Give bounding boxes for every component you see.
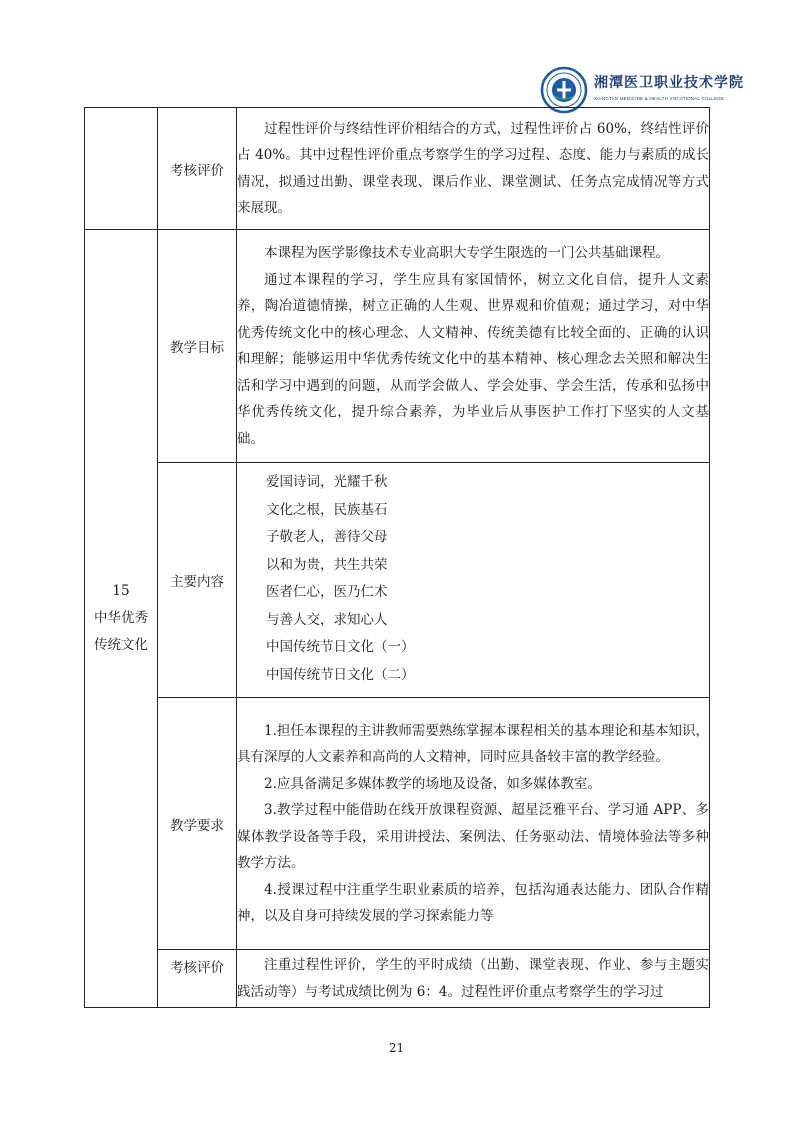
page-number: 21 bbox=[388, 1041, 405, 1055]
logo-chinese-name: 湘潭医卫职业技术学院 bbox=[594, 75, 744, 91]
table-row bbox=[85, 230, 710, 463]
course-number: 15 bbox=[112, 583, 130, 599]
row-label: 主要内容 bbox=[158, 463, 237, 698]
list-item: 中国传统节日文化（一） bbox=[266, 639, 415, 655]
list-item: 爱国诗词，光耀千秋 bbox=[266, 474, 388, 490]
paragraph: 4.授课过程中注重学生职业素质的培养，包括沟通表达能力、团队合作精神，以及自身可持续发展的学习探索能力等 bbox=[237, 881, 709, 924]
paragraph: 3.教学过程中能借助在线开放课程资源、超星泛雅平台、学习通 APP、多媒体教学设备等手段，采用讲授法、案例法、任务驱动法、情境体验法等多种教学方法。 bbox=[237, 802, 709, 871]
course-table bbox=[84, 107, 710, 1008]
paragraph: 注重过程性评价，学生的平时成绩（出勤、课堂表现、作业、参与主题实践活动等）与考试成绩比例为 6：4。过程性评价重点考察学生的学习过 bbox=[237, 957, 709, 1000]
paragraph: 1.担任本课程的主讲教师需要熟练掌握本课程相关的基本理论和基本知识，具有深厚的人文素养和高尚的人文精神，同时应具备较丰富的教学经验。 bbox=[237, 722, 709, 765]
row-label: 教学要求 bbox=[158, 698, 237, 950]
paragraph: 过程性评价与终结性评价相结合的方式，过程性评价占 60%，终结性评价占 40%。其中过程性评价重点考察学生的学习过程、态度、能力与素质的成长情况，拟通过出勤、课堂表现、课后作业、课堂测试、任务点完成情况等方式来展现。 bbox=[237, 120, 709, 216]
row-label: 考核评价 bbox=[158, 950, 237, 1008]
logo-english-name: XIANGTAN MEDICINE & HEALTH VOCATIONAL COLLEGE bbox=[594, 96, 725, 101]
list-item: 以和为贵，共生共荣 bbox=[266, 556, 388, 573]
table-row bbox=[85, 463, 710, 698]
course-name-line1: 中华优秀 bbox=[94, 610, 148, 626]
row-content bbox=[237, 950, 710, 1008]
row-content bbox=[237, 463, 710, 698]
list-item: 与善人交，求知心人 bbox=[266, 611, 388, 628]
table-row bbox=[85, 108, 710, 230]
table-row bbox=[85, 698, 710, 950]
table-row bbox=[85, 950, 710, 1008]
list-item: 中国传统节日文化（二） bbox=[266, 666, 415, 683]
list-item: 子敬老人，善待父母 bbox=[266, 529, 388, 545]
list-item: 医者仁心，医乃仁术 bbox=[266, 584, 388, 600]
row-label: 教学目标 bbox=[158, 230, 237, 463]
paragraph: 通过本课程的学习，学生应具有家国情怀，树立文化自信，提升人文素养，陶冶道德情操，树立正确的人生观、世界观和价值观；通过学习，对中华优秀传统文化中的核心理念、人文精神、传统美德有比较全面的、正确的认识和理解；能够运用中华优秀传统文化中的基本精神、核心理念去关照和解决生活和学习中遇到的问题，从而学会做人、学会处事、学会生活，传承和弘扬中华优秀传统文化，提升综合素养，为毕业后从事医护工作打下坚实的人文基础。 bbox=[237, 271, 709, 447]
paragraph: 2.应具备满足多媒体教学的场地及设备，如多媒体教室。 bbox=[264, 775, 601, 792]
row-content bbox=[237, 698, 710, 950]
row-label: 考核评价 bbox=[158, 108, 237, 230]
row-content bbox=[237, 230, 710, 463]
row-content bbox=[237, 108, 710, 230]
list-item: 文化之根，民族基石 bbox=[266, 501, 388, 518]
paragraph: 本课程为医学影像技术专业高职大专学生限选的一门公共基础课程。 bbox=[264, 245, 669, 261]
prev-course-cell bbox=[85, 108, 158, 230]
course-name-cell bbox=[85, 230, 158, 1008]
course-name-line2: 传统文化 bbox=[94, 637, 148, 653]
